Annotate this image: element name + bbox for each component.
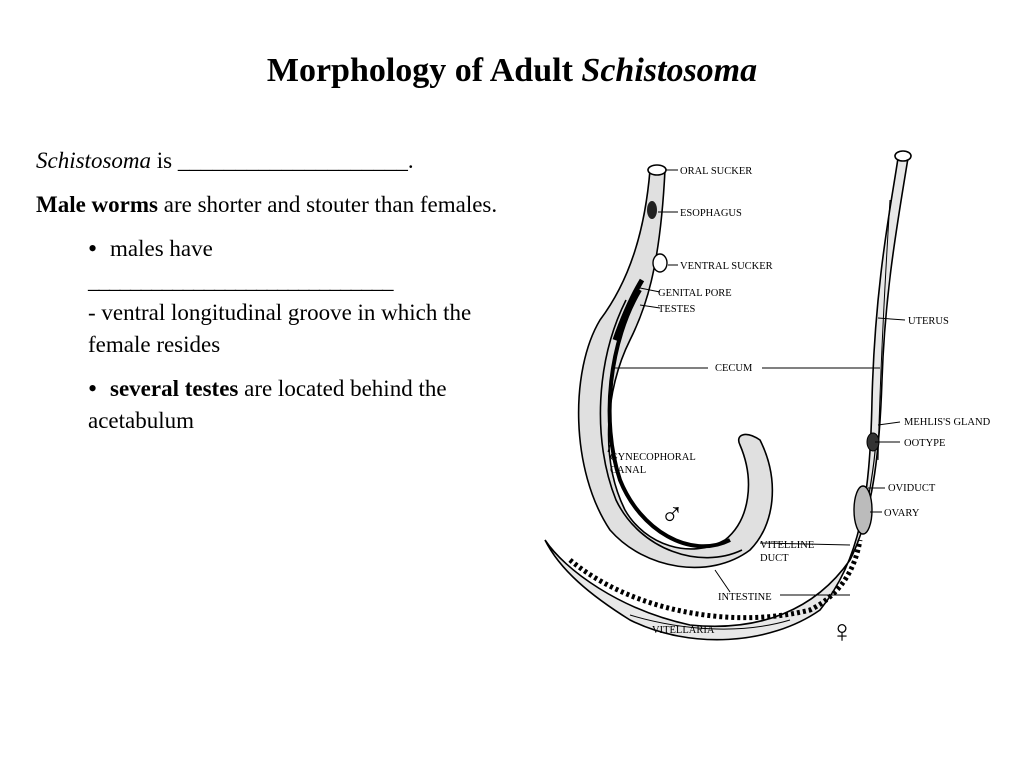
male-rest: are shorter and stouter than females. <box>158 192 498 217</box>
label-oviduct: OVIDUCT <box>888 483 936 494</box>
label-gynecophoral: GYNECOPHORAL <box>610 452 696 463</box>
label-intestine: INTESTINE <box>718 592 772 603</box>
label-vitelline: VITELLINE <box>760 540 815 551</box>
slide-title <box>0 52 1024 90</box>
male-paragraph <box>36 189 516 221</box>
male-symbol: ♂ <box>660 496 684 532</box>
label-oral-sucker: ORAL SUCKER <box>680 166 753 177</box>
bullet-1-rest: - ventral longitudinal groove in which the female resides <box>88 300 472 357</box>
bullet-dot: • <box>88 374 98 403</box>
slide-body <box>36 145 516 449</box>
label-esophagus: ESOPHAGUS <box>680 208 742 219</box>
bullet-testes <box>88 373 516 437</box>
label-canal: CANAL <box>610 465 647 476</box>
label-cecum: CECUM <box>715 363 753 374</box>
intro-paragraph <box>36 145 516 177</box>
bullet-1-prefix: males have <box>110 236 213 261</box>
label-genital-pore: GENITAL PORE <box>658 288 732 299</box>
schistosoma-diagram <box>530 140 1010 660</box>
intro-genus: Schistosoma <box>36 148 151 173</box>
bullet-2-rest: are located behind the acetabulum <box>88 376 447 433</box>
label-testes: TESTES <box>658 304 696 315</box>
label-mehlis-gland: MEHLIS'S GLAND <box>904 417 991 428</box>
label-vitellaria: VITELLARIA <box>652 625 715 636</box>
bullet-dot: • <box>88 234 98 263</box>
bullet-1-blank: _____________________________ <box>88 268 393 293</box>
label-ootype: OOTYPE <box>904 438 946 449</box>
title-main: Morphology of Adult <box>266 52 573 89</box>
female-symbol: ♀ <box>830 613 854 649</box>
label-ventral-sucker: VENTRAL SUCKER <box>680 261 773 272</box>
bullet-2-bold: several testes <box>110 376 239 401</box>
title-genus: Schistosoma <box>581 52 758 89</box>
intro-blank: ____________________. <box>177 148 414 173</box>
label-duct: DUCT <box>760 553 789 564</box>
bullet-males-have <box>88 233 516 361</box>
male-bold: Male worms <box>36 192 158 217</box>
intro-is: is <box>151 148 178 173</box>
label-ovary: OVARY <box>884 508 920 519</box>
label-uterus: UTERUS <box>908 316 949 327</box>
